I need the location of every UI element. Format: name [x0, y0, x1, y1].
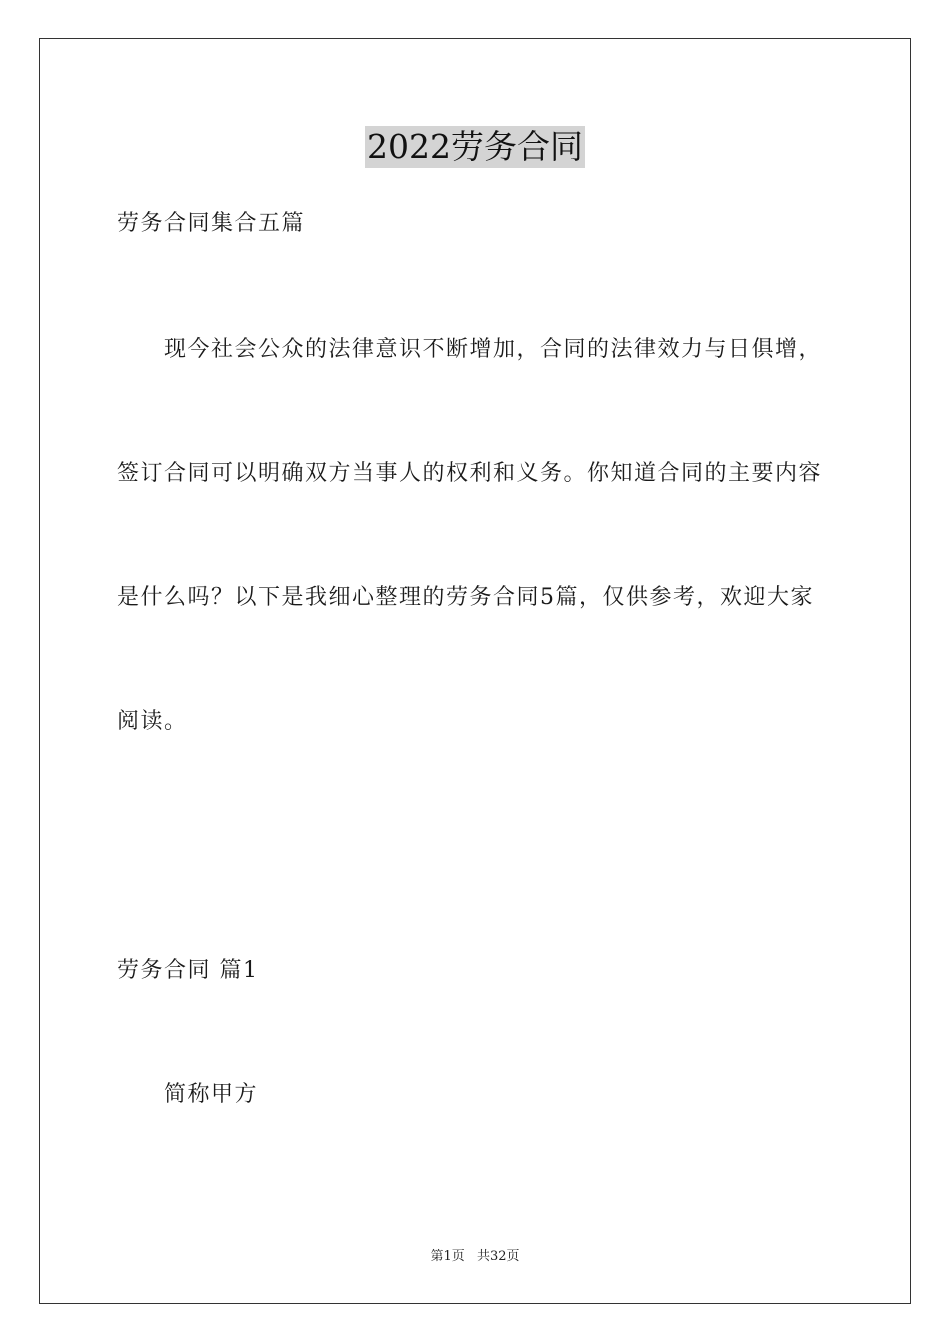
intro-line: 是什么吗？以下是我细心整理的劳务合同5篇，仅供参考，欢迎大家 [117, 585, 814, 610]
intro-line: 现今社会公众的法律意识不断增加，合同的法律效力与日俱增， [164, 337, 823, 362]
document-title: 2022劳务合同 [367, 127, 583, 166]
document-subtitle: 劳务合同集合五篇 [117, 211, 306, 236]
page-number-current: 第1页 [430, 1249, 465, 1264]
title-container [0, 126, 950, 168]
section-heading: 劳务合同 篇1 [117, 958, 259, 983]
intro-line: 签订合同可以明确双方当事人的权利和义务。你知道合同的主要内容 [117, 461, 823, 486]
page-number-total: 共32页 [476, 1249, 520, 1264]
intro-line: 阅读。 [117, 709, 188, 734]
page-footer [0, 1248, 950, 1266]
section-paragraph: 简称甲方 [164, 1082, 259, 1107]
